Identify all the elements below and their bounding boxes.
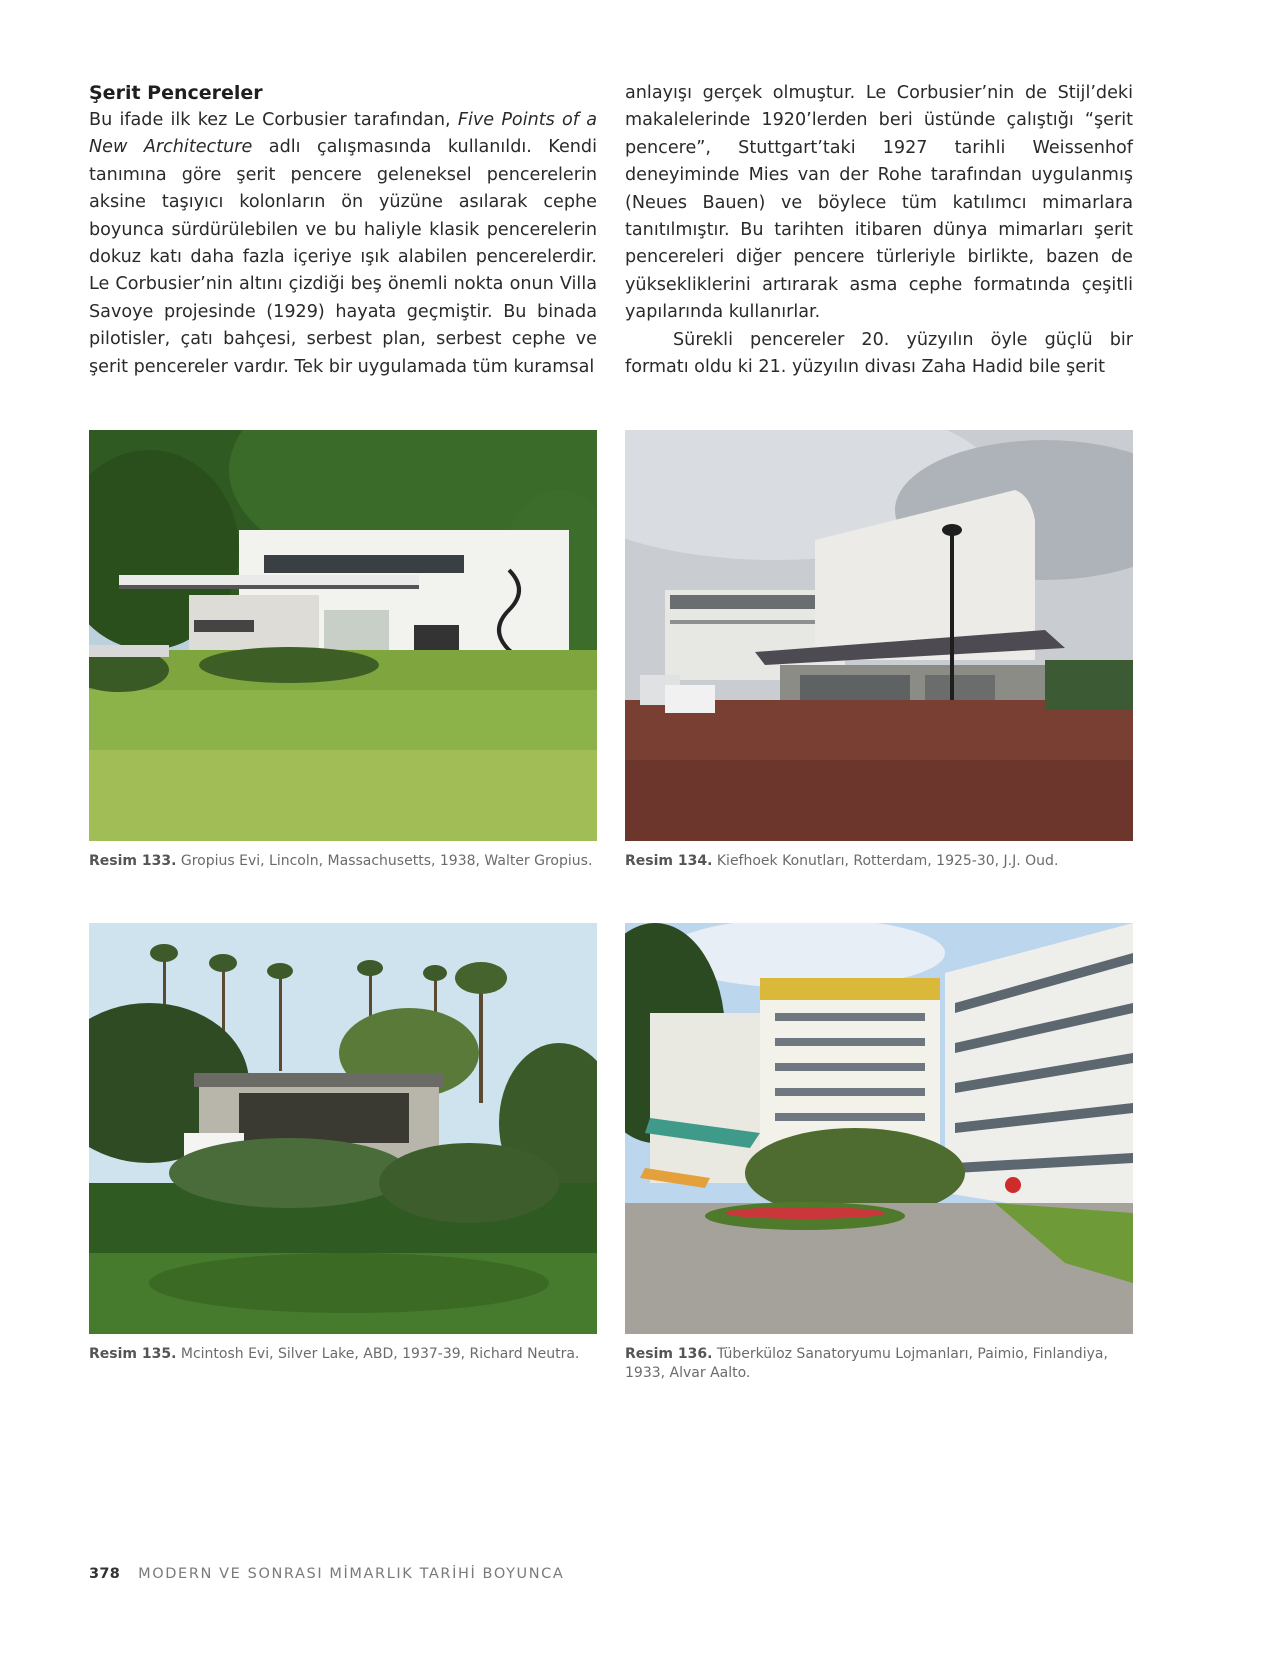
left-paragraph [89, 107, 597, 381]
figure-kiefhoek-photo [625, 430, 1133, 841]
figure-gropius-house-photo [89, 430, 597, 841]
running-title: MODERN VE SONRASI MİMARLIK TARİHİ BOYUNCA [138, 1566, 565, 1582]
section-heading: Şerit Pencereler [89, 82, 263, 104]
right-text-column [625, 80, 1133, 381]
caption-figure-135 [89, 1345, 597, 1364]
caption-figure-136 [625, 1345, 1133, 1383]
book-title-italic: Five Points of a New Architecture [89, 110, 597, 158]
figure-paimio-sanatorium-photo [625, 923, 1133, 1334]
caption-figure-134 [625, 852, 1133, 871]
figure-mcintosh-house-photo [89, 923, 597, 1334]
page-number: 378 [89, 1566, 121, 1582]
caption-text: Tüberküloz Sanatoryumu Lojmanları, Paimio, Finlandiya, 1933, Alvar Aalto. [625, 1346, 1108, 1381]
caption-text: Kiefhoek Konutları, Rotterdam, 1925-30, J.J. Oud. [712, 853, 1059, 869]
left-paragraph-text-b: adlı çalışmasında kullanıldı. Kendi tanımına göre şerit pencere geleneksel pencerelerin aksine taşıyıcı kolonların ön yüzüne asılarak cephe boyunca sürdürülebilen ve bu haliyle klasik pencerelerin dokuz katı daha fazla içeriye ışık alabilen pencerelerdir. Le Corbusier’nin altını çizdiği beş önemli nokta onun Villa Savoye projesinde (1929) hayata geçmiştir. Bu binada pilotisler, çatı bahçesi, serbest plan, serbest cephe ve şerit pencereler vardır. Tek bir uygulamada tüm kuramsal [89, 137, 597, 377]
page-footer [89, 1566, 564, 1582]
caption-text: Mcintosh Evi, Silver Lake, ABD, 1937-39, Richard Neutra. [176, 1346, 580, 1362]
right-paragraph-1: anlayışı gerçek olmuştur. Le Corbusier’nin de Stijl’deki makalelerinde 1920’lerden beri üstünde çalıştığı “şerit pencere”, Stuttgart’taki 1927 tarihli Weissenhof deneyiminde Mies van der Rohe tarafından uygulanmış (Neues Bauen) ve böylece tüm katılımcı mimarlara tanıtılmıştır. Bu tarihten itibaren dünya mimarları şerit pencereleri diğer pencere türleriyle birlikte, bazen de yüksekliklerini artırarak asma cephe formatında çeşitli yapılarında kullanırlar. [625, 83, 1133, 323]
left-text-column [89, 80, 597, 381]
caption-figure-133 [89, 852, 597, 871]
caption-label: Resim 135. [89, 1346, 177, 1362]
caption-label: Resim 136. [625, 1346, 713, 1362]
caption-label: Resim 134. [625, 853, 713, 869]
left-paragraph-text-a: Bu ifade ilk kez Le Corbusier tarafından, [89, 110, 458, 130]
right-paragraph-2: Sürekli pencereler 20. yüzyılın öyle güçlü bir formatı oldu ki 21. yüzyılın divası Zaha Hadid bile şerit [625, 329, 1133, 378]
caption-text: Gropius Evi, Lincoln, Massachusetts, 1938, Walter Gropius. [176, 853, 593, 869]
caption-label: Resim 133. [89, 853, 177, 869]
